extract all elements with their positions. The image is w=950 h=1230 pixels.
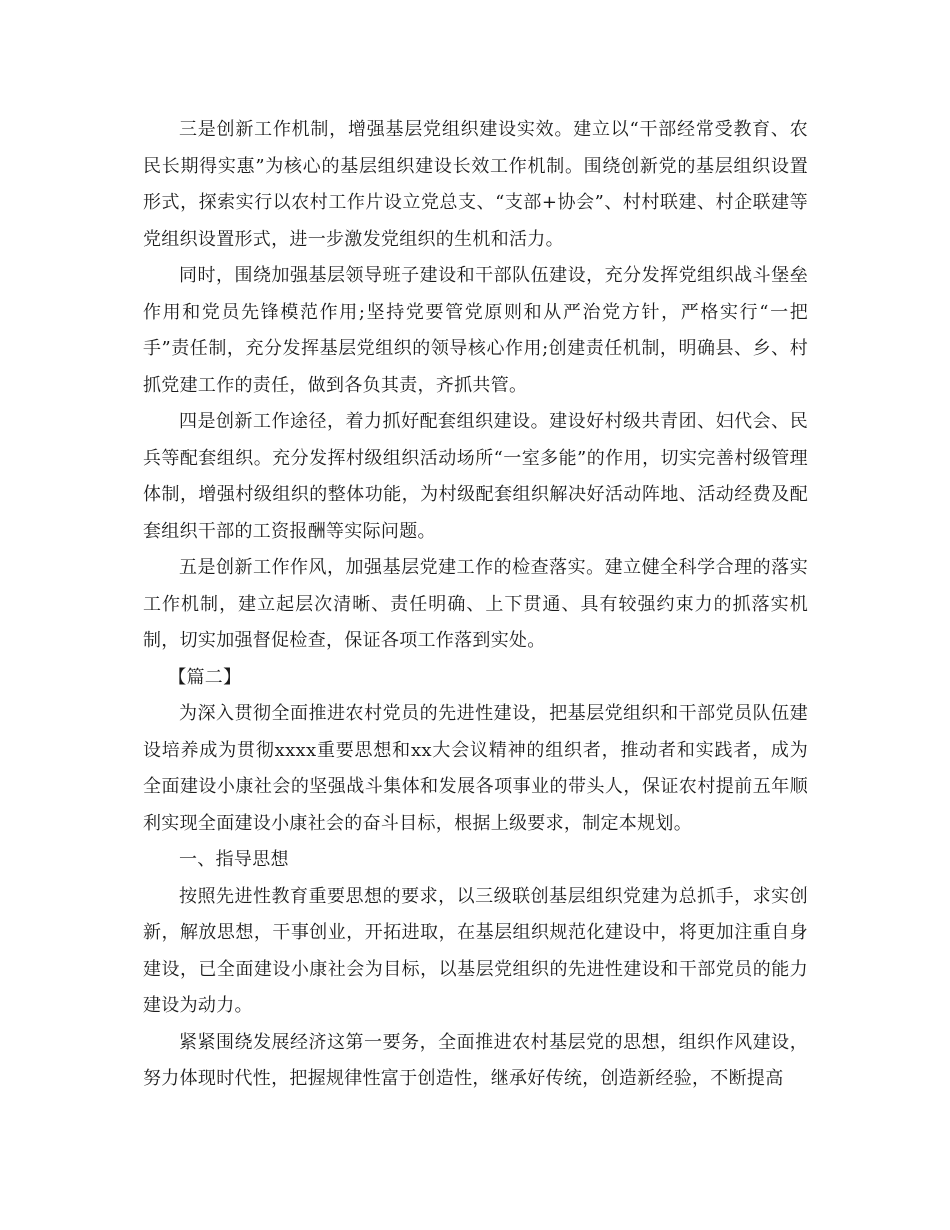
paragraph-intro: 为深入贯彻全面推进农村党员的先进性建设，把基层党组织和干部党员队伍建设培养成为贯彻xxxx重要思想和xx大会议精神的组织者，推动者和实践者，成为全面建设小康社会的坚强战斗集体和发展各项事业的带头人，保证农村提前五年顺利实现全面建设小康社会的奋斗目标，根据上级要求，制定本规划。 [143,703,808,834]
paragraph-guiding-requirements: 按照先进性教育重要思想的要求，以三级联创基层组织党建为总抓手，求实创新，解放思想，干事创业，开拓进取，在基层组织规范化建设中，将更加注重自身建设，已全面建设小康社会为目标，以基层党组织的先进性建设和干部党员的能力建设为动力。 [143,885,808,1016]
paragraph-supporting-organizations: 四是创新工作途径，着力抓好配套组织建设。建设好村级共青团、妇代会、民兵等配套组织。充分发挥村级组织活动场所“一室多能”的作用，切实完善村级管理体制，增强村级组织的整体功能，为村级配套组织解决好活动阵地、活动经费及配套组织干部的工资报酬等实际问题。 [143,411,808,542]
section-heading: 【篇二】 [168,666,242,688]
paragraph-leadership-building: 同时，围绕加强基层领导班子建设和干部队伍建设，充分发挥党组织战斗堡垒作用和党员先锋模范作用;坚持党要管党原则和从严治党方针，严格实行“一把手”责任制，充分发挥基层党组织的领导核心作用;创建责任机制，明确县、乡、村抓党建工作的责任，做到各负其责，齐抓共管。 [143,265,808,396]
document-body [143,112,808,1098]
paragraph-work-style: 五是创新工作作风，加强基层党建工作的检查落实。建立健全科学合理的落实工作机制，建立起层次清晰、责任明确、上下贯通、具有较强约束力的抓落实机制，切实加强督促检查，保证各项工作落到实处。 [143,557,808,651]
subheading-guiding-ideology: 一、指导思想 [179,849,289,870]
paragraph-mechanism-innovation: 三是创新工作机制，增强基层党组织建设实效。建立以“干部经常受教育、农民长期得实惠”为核心的基层组织建设长效工作机制。围绕创新党的基层组织设置形式，探索实行以农村工作片设立党总支、“支部+协会”、村村联建、村企联建等党组织设置形式，进一步激发党组织的生机和活力。 [143,119,808,250]
paragraph-economic-focus: 紧紧围绕发展经济这第一要务，全面推进农村基层党的思想，组织作风建设，努力体现时代性，把握规律性富于创造性，继承好传统，创造新经验，不断提高 [143,1031,808,1089]
